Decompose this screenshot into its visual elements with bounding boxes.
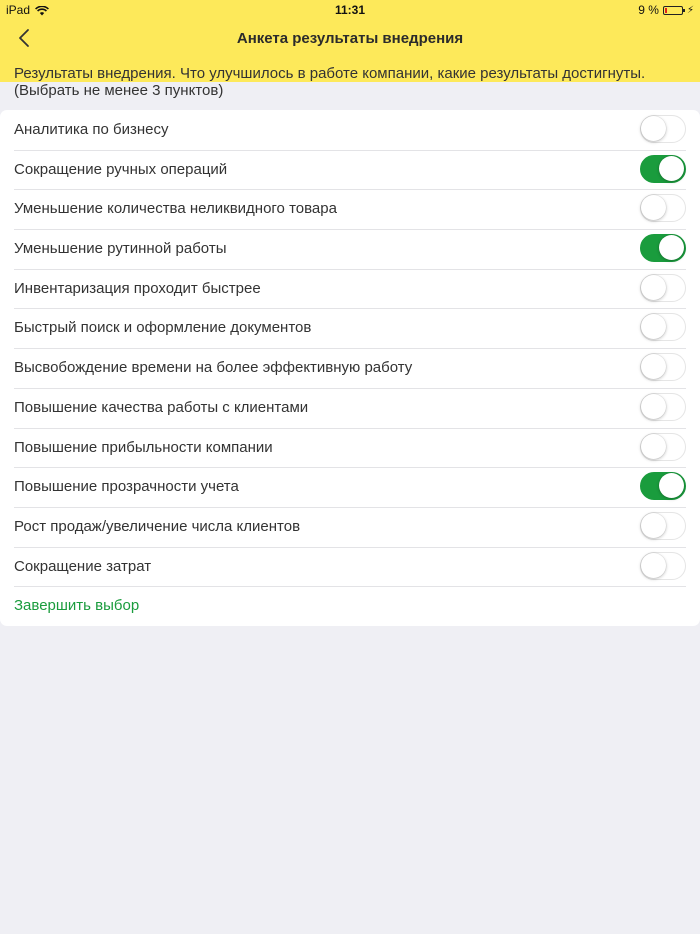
list-item (0, 269, 700, 309)
list-item (0, 229, 700, 269)
toggle-knob (659, 156, 684, 181)
status-time: 11:31 (334, 3, 366, 17)
list-item-label: Повышение качества работы с клиентами (14, 398, 309, 416)
list-item-label: Уменьшение количества неликвидного товара (14, 200, 337, 218)
toggle-knob (641, 275, 666, 300)
finish-selection-button[interactable]: Завершить выбор (14, 597, 140, 615)
list-item-label: Уменьшение рутинной работы (14, 240, 227, 258)
list-item (0, 189, 700, 229)
toggle-switch[interactable] (640, 194, 686, 222)
list-item (0, 428, 700, 468)
toggle-switch[interactable] (640, 274, 686, 302)
status-battery-group (638, 3, 694, 17)
list-item-label: Повышение прозрачности учета (14, 478, 239, 496)
list-item-label: Повышение прибыльности компании (14, 438, 273, 456)
toggle-switch[interactable] (640, 433, 686, 461)
toggle-knob (641, 195, 666, 220)
toggle-switch[interactable] (640, 115, 686, 143)
battery-level-fill (665, 8, 667, 13)
list-item-label: Аналитика по бизнесу (14, 121, 169, 138)
toggle-knob (641, 553, 666, 578)
list-item (0, 308, 700, 348)
list-item-label: Быстрый поиск и оформление документов (14, 319, 312, 337)
toggle-knob (659, 235, 684, 260)
toggle-knob (659, 473, 684, 498)
question-text: Результаты внедрения. Что улучшилось в работе компании, какие результаты достигнуты. (Выбрать не менее 3 пунктов) (14, 65, 646, 99)
toggle-switch[interactable] (640, 313, 686, 341)
list-item-label: Рост продаж/увеличение числа клиентов (14, 517, 301, 535)
toggle-knob (641, 394, 666, 419)
toggle-knob (641, 354, 666, 379)
toggle-switch[interactable] (640, 353, 686, 381)
toggle-switch[interactable] (640, 512, 686, 540)
toggle-knob (641, 116, 666, 141)
toggle-switch[interactable] (640, 472, 686, 500)
toggle-knob (641, 314, 666, 339)
charging-bolt-icon: ⚡ (686, 4, 694, 16)
battery-percent: 9 % (638, 3, 659, 17)
list-item (0, 110, 700, 150)
status-bar (0, 0, 700, 20)
list-item (0, 388, 700, 428)
carrier-label: iPad (6, 3, 31, 17)
toggle-switch[interactable] (640, 552, 686, 580)
toggle-switch[interactable] (640, 234, 686, 262)
toggle-switch[interactable] (640, 155, 686, 183)
list-item-label: Инвентаризация проходит быстрее (14, 279, 261, 297)
page-title: Анкета результаты внедрения (236, 30, 464, 47)
list-item (0, 150, 700, 190)
toggle-switch[interactable] (640, 393, 686, 421)
navigation-bar (0, 20, 700, 60)
list-item (0, 507, 700, 547)
battery-icon (663, 6, 683, 15)
list-item (0, 547, 700, 587)
finish-row (0, 586, 700, 626)
list-item (0, 348, 700, 388)
toggle-knob (641, 434, 666, 459)
options-list (0, 110, 700, 626)
list-item (0, 467, 700, 507)
list-item-label: Сокращение ручных операций (14, 160, 228, 178)
toggle-knob (641, 513, 666, 538)
list-item-label: Высвобождение времени на более эффективную работу (14, 359, 413, 377)
list-item-label: Сокращение затрат (14, 557, 152, 575)
